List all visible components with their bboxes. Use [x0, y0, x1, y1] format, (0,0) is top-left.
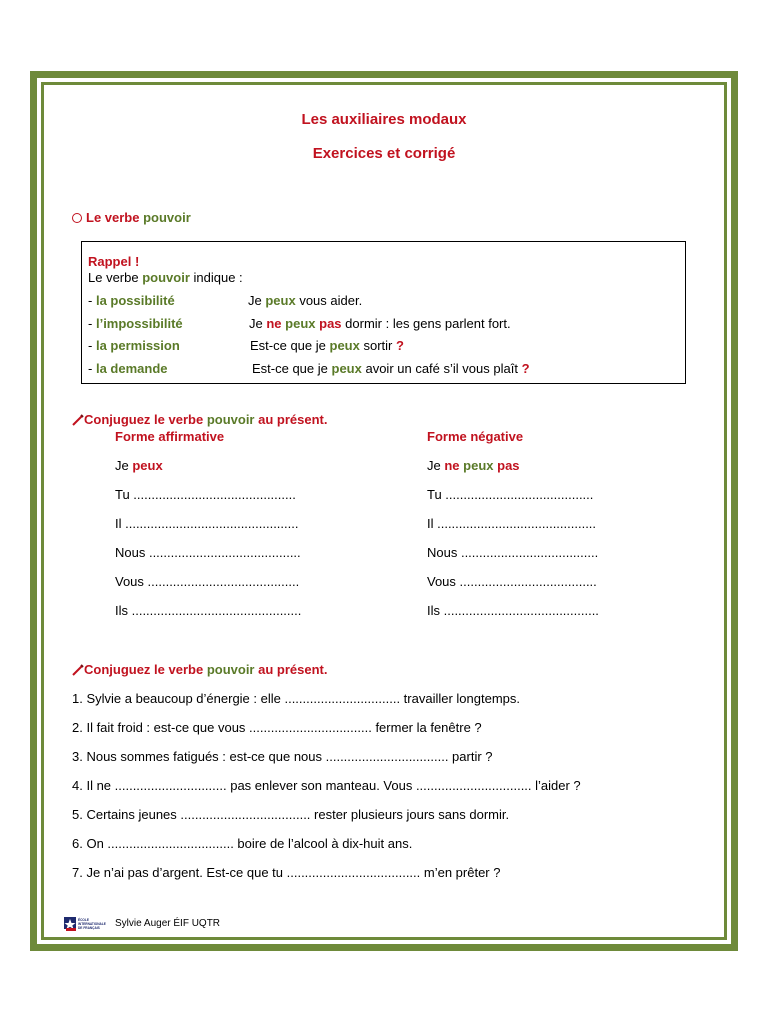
exercise2-sentence-2[interactable]: 2. Il fait froid : est-ce que vous .................................. fermer la fenêtre ?: [72, 720, 482, 735]
rappel-label-possibilite: - la possibilité: [88, 293, 175, 308]
rappel-example-possibilite: Je peux vous aider.: [248, 293, 363, 308]
affirmative-row-vous[interactable]: Vous ..........................................: [115, 574, 300, 589]
pencil-icon: [72, 664, 84, 676]
rappel-label-impossibilite: - l’impossibilité: [88, 316, 183, 331]
affirmative-row-il[interactable]: Il ................................................: [115, 516, 299, 531]
column-heading-affirmative: Forme affirmative: [115, 429, 225, 444]
footer-credit: Sylvie Auger ÉIF UQTR: [115, 918, 221, 929]
rappel-label-demande: - la demande: [88, 361, 168, 376]
exercise1-instruction: Conjuguez le verbe pouvoir au présent.: [72, 412, 327, 428]
rappel-label-permission: - la permission: [88, 338, 180, 353]
school-logo-icon: [64, 915, 112, 933]
negative-row-il[interactable]: Il ............................................: [427, 516, 597, 531]
rappel-example-permission: Est-ce que je peux sortir ?: [250, 338, 404, 353]
rappel-example-impossibilite: Je ne peux pas dormir : les gens parlent fort.: [249, 316, 511, 331]
exercise2-sentence-3[interactable]: 3. Nous sommes fatigués : est-ce que nous .................................. partir ?: [72, 749, 493, 764]
exercise2-sentence-1[interactable]: 1. Sylvie a beaucoup d’énergie : elle ................................ travailler longtemps.: [72, 691, 520, 706]
rappel-heading: Rappel !: [88, 254, 140, 269]
rappel-example-demande: Est-ce que je peux avoir un café s’il vous plaît ?: [252, 361, 530, 376]
affirmative-row-ils[interactable]: Ils ...............................................: [115, 603, 302, 618]
section-heading: Le verbe pouvoir: [72, 210, 191, 226]
page-title: Les auxiliaires modaux: [301, 111, 467, 128]
exercise2-sentence-5[interactable]: 5. Certains jeunes .................................... rester plusieurs jours sans dormir.: [72, 807, 510, 822]
affirmative-row-je: Je peux: [115, 458, 163, 473]
pencil-icon: [72, 414, 84, 426]
circle-bullet-icon: [72, 213, 82, 223]
svg-text:DE FRANÇAIS: DE FRANÇAIS: [78, 926, 100, 930]
exercise2-instruction: Conjuguez le verbe pouvoir au présent.: [72, 662, 327, 678]
negative-row-je: Je ne peux pas: [427, 458, 520, 473]
rappel-intro: Le verbe pouvoir indique :: [88, 270, 243, 285]
svg-text:INTERNATIONALE: INTERNATIONALE: [78, 922, 106, 926]
affirmative-row-nous[interactable]: Nous ..........................................: [115, 545, 301, 560]
svg-text:ÉCOLE: ÉCOLE: [78, 918, 89, 922]
affirmative-row-tu[interactable]: Tu .............................................: [115, 487, 296, 502]
column-heading-negative: Forme négative: [427, 429, 524, 444]
exercise2-sentence-4[interactable]: 4. Il ne ............................... pas enlever son manteau. Vous ................................ l’aider ?: [72, 778, 581, 793]
page-subtitle: Exercices et corrigé: [312, 145, 456, 162]
negative-row-nous[interactable]: Nous ......................................: [427, 545, 599, 560]
exercise2-sentence-6[interactable]: 6. On ................................... boire de l’alcool à dix-huit ans.: [72, 836, 413, 851]
negative-row-ils[interactable]: Ils ...........................................: [427, 603, 599, 618]
negative-row-vous[interactable]: Vous ......................................: [427, 574, 597, 589]
exercise2-sentence-7[interactable]: 7. Je n’ai pas d’argent. Est-ce que tu ..................................... m’en prêter ?: [72, 865, 501, 880]
negative-row-tu[interactable]: Tu .........................................: [427, 487, 594, 502]
